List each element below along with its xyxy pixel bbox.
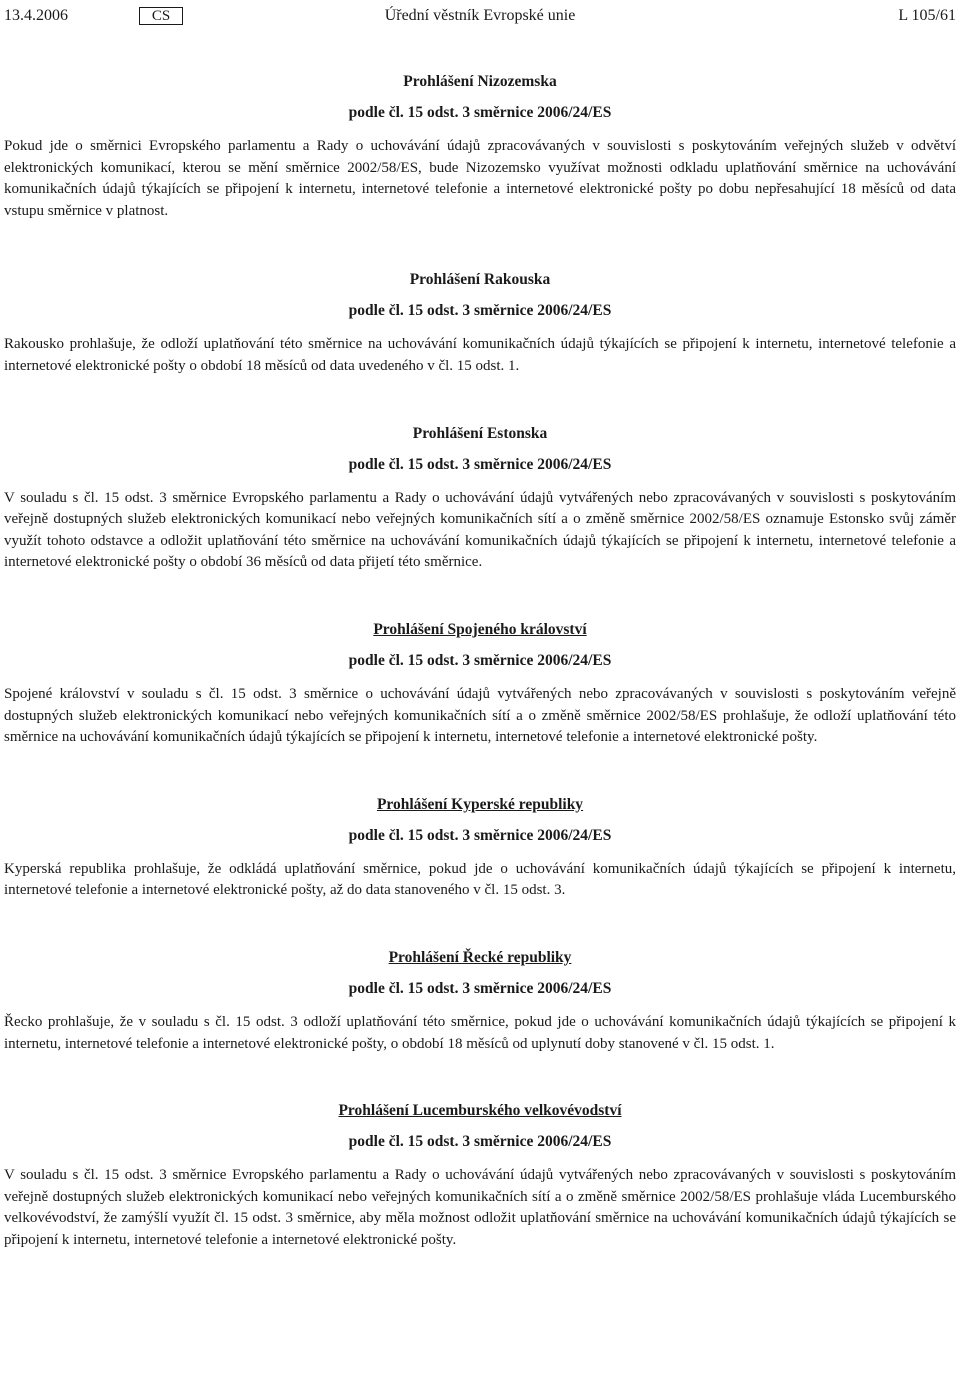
declaration-estonia (4, 422, 956, 574)
journal-title: Úřední věstník Evropské unie (384, 7, 576, 24)
document-body (4, 70, 956, 1251)
section-text: V souladu s čl. 15 odst. 3 směrnice Evropského parlamentu a Rady o uchovávání údajů vytvářených nebo zpracovávaných v souvislosti s poskytováním veřejně dostupných služeb elektronických komunikací nebo veřejných komunikačních sítí a o změně směrnice 2002/58/ES oznamuje Estonsko svůj záměr využít tohoto odstavce a odložit uplatňování této směrnice na uchovávání komunikačních údajů týkajících se připojení k internetu, internetové telefonie a internetové elektronické pošty o období 36 měsíců od data přijetí této směrnice. (4, 489, 956, 571)
section-title-text: Prohlášení Řecké republiky (388, 948, 572, 966)
section-title-text: Prohlášení Spojeného království (373, 620, 587, 638)
language-badge: CS (139, 7, 183, 25)
section-subtitle: podle čl. 15 odst. 3 směrnice 2006/24/ES (348, 979, 612, 997)
declaration-greece (4, 946, 956, 1055)
section-subtitle: podle čl. 15 odst. 3 směrnice 2006/24/ES (348, 1133, 612, 1151)
declaration-cyprus (4, 793, 956, 902)
section-subtitle: podle čl. 15 odst. 3 směrnice 2006/24/ES (348, 651, 612, 669)
section-text: Řecko prohlašuje, že v souladu s čl. 15 odst. 3 odloží uplatňování této směrnice, pokud jde o uchovávání komunikačních údajů týkajících se připojení k internetu, internetové telefonie a internetové elektronické pošty, o období 18 měsíců od uplynutí doby stanovené v čl. 15 odst. 1. (4, 1013, 956, 1052)
section-text: Pokud jde o směrnici Evropského parlamentu a Rady o uchovávání údajů zpracovávaných v souvislosti s poskytováním veřejných služeb v odvětví elektronických komunikací, kterou se mění směrnice 2002/58/ES, bude Nizozemsko využívat možnosti odkladu uplatňování směrnice na uchovávání komunikačních údajů týkajících se připojení k internetu, internetové telefonie a internetové elektronické pošty po dobu nepřesahující 18 měsíců od data vstupu směrnice v platnost. (4, 138, 956, 219)
section-title: Prohlášení Estonska (412, 424, 548, 442)
running-header (4, 4, 956, 28)
section-subtitle: podle čl. 15 odst. 3 směrnice 2006/24/ES (348, 302, 612, 320)
section-text: V souladu s čl. 15 odst. 3 směrnice Evropského parlamentu a Rady o uchovávání údajů vytvářených nebo zpracovávaných v souvislosti s poskytováním veřejně dostupných služeb elektronických komunikací nebo veřejných komunikačních sítí a o změně směrnice 2002/58/ES prohlašuje vláda Lucemburského velkovévodství, že zamýšlí využít čl. 15 odst. 3 směrnice, aby měla možnost odložit uplatňování směrnice na uchovávání komunikačních údajů týkajících se připojení k internetu, internetové telefonie a internetové elektronické pošty. (4, 1167, 956, 1248)
declaration-austria (4, 268, 956, 377)
section-title (4, 618, 956, 642)
section-subtitle: podle čl. 15 odst. 3 směrnice 2006/24/ES (348, 104, 612, 121)
section-title (4, 1099, 956, 1123)
section-text: Spojené království v souladu s čl. 15 odst. 3 směrnice o uchovávání údajů vytvářených nebo zpracovávaných v souvislosti s poskytováním veřejně dostupných služeb elektronických komunikací nebo veřejných komunikačních sítí a o změně směrnice 2002/58/ES prohlašuje, že odloží uplatňování této směrnice na uchovávání komunikačních údajů týkajících se připojení k internetu, internetové telefonie a internetové elektronické pošty. (4, 685, 956, 746)
section-text: Rakousko prohlašuje, že odloží uplatňování této směrnice na uchovávání komunikačních údajů týkajících se připojení k internetu, internetové telefonie a internetové elektronické pošty o období 18 měsíců od data uvedeného v čl. 15 odst. 1. (4, 336, 956, 374)
section-title (4, 946, 956, 970)
section-text: Kyperská republika prohlašuje, že odkládá uplatňování směrnice, pokud jde o uchovávání komunikačních údajů týkajících se připojení k internetu, internetové telefonie a internetové elektronické pošty, až do data stanoveného v čl. 15 odst. 3. (4, 860, 956, 899)
section-title-text: Prohlášení Lucemburského velkovévodství (338, 1102, 622, 1120)
declaration-luxembourg (4, 1099, 956, 1251)
section-subtitle: podle čl. 15 odst. 3 směrnice 2006/24/ES (348, 826, 612, 844)
section-title: Prohlášení Rakouska (409, 271, 551, 289)
declaration-united-kingdom (4, 618, 956, 749)
declaration-netherlands (4, 70, 956, 222)
section-title-text: Prohlášení Kyperské republiky (376, 795, 584, 813)
section-title: Prohlášení Nizozemska (403, 73, 557, 90)
section-title (4, 793, 956, 817)
section-subtitle: podle čl. 15 odst. 3 směrnice 2006/24/ES (348, 455, 612, 473)
publication-date: 13.4.2006 (4, 7, 68, 24)
page-reference: L 105/61 (898, 7, 956, 24)
